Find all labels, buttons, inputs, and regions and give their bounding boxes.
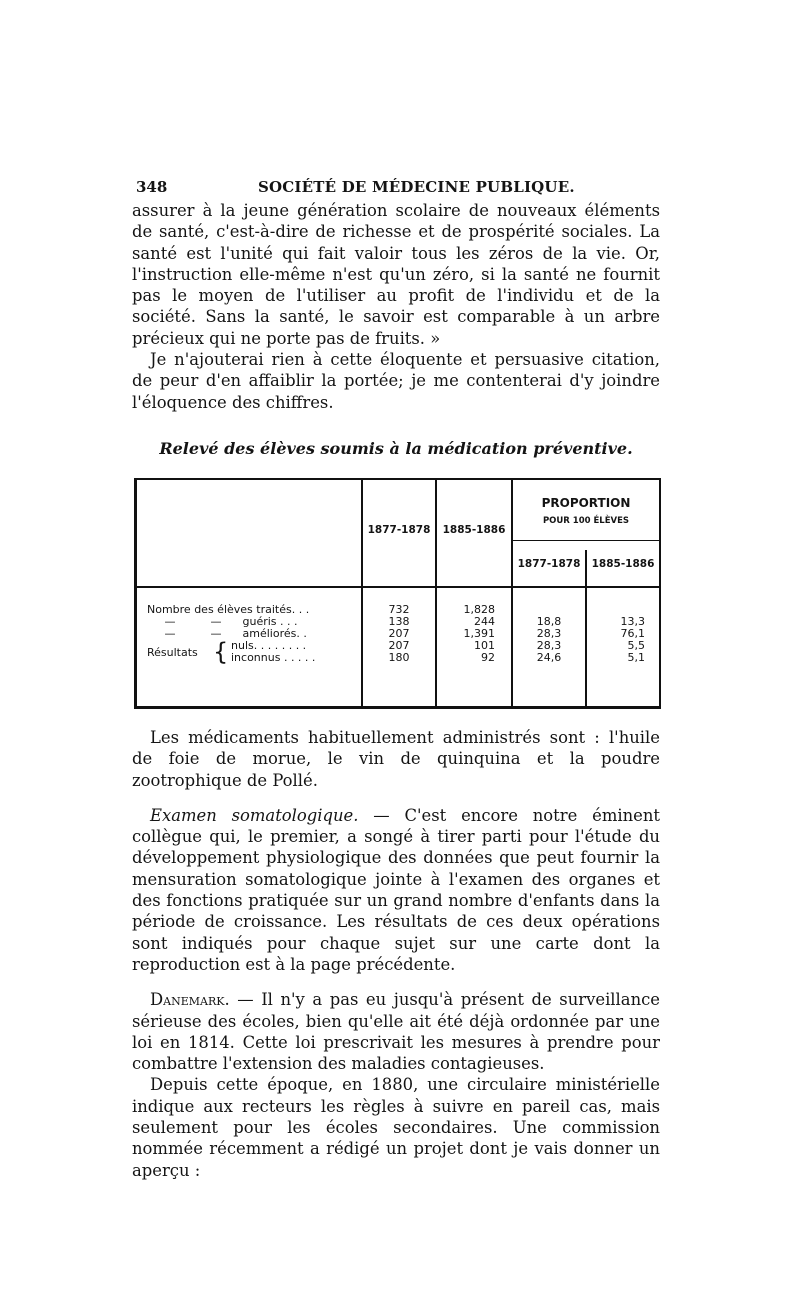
table-cell: 207 (388, 638, 410, 652)
header-proportion: PROPORTION (541, 495, 631, 510)
table-divider (361, 480, 363, 706)
row-label-nuls: nuls. . . . . . . . (231, 638, 307, 652)
table-cell: 244 (474, 614, 495, 628)
paragraph-danemark: Danemark. — Il n'y a pas eu jusqu'à présent de surveillance sérieuse des écoles, bien qu'elle ait été déjà ordonnée par une loi en 1814. Cette loi prescrivait les mesures à prendre pour combattre l'extension des maladies contagieuses. (132, 990, 660, 1074)
table-cell: 28,3 (536, 626, 562, 640)
row-label-ameliores: — — améliorés. . (164, 626, 307, 640)
statistics-table (134, 478, 661, 709)
row-label-inconnus: inconnus . . . . . (231, 650, 316, 664)
section-lead: Examen somatologique. (150, 805, 359, 825)
table-divider (435, 480, 437, 706)
running-title: SOCIÉTÉ DE MÉDECINE PUBLIQUE. (258, 178, 575, 196)
paragraph-medicaments: Les médicaments habituellement administrés sont : l'huile de foie de morue, le vin de quinquina et la poudre zootrophique de Pollé. (132, 727, 660, 790)
table-cell: 207 (388, 626, 410, 640)
row-label: Nombre des élèves traités. . . (147, 602, 310, 616)
table-cell: 180 (388, 650, 410, 664)
table-cell: 13,3 (620, 614, 645, 628)
table-cell: 76,1 (620, 626, 645, 640)
paragraph-transition: Je n'ajouterai rien à cette éloquente et persuasive citation, de peur d'en affaiblir la portée; je me contenterai d'y joindre l'éloquence des chiffres. (132, 350, 660, 412)
table-cell: 1,828 (463, 602, 495, 616)
table-cell: 101 (474, 638, 495, 652)
table-cell: 1,391 (463, 626, 495, 640)
column-prop-1877 (513, 604, 585, 664)
paragraph-somatologique: Examen somatologique. — C'est encore notre éminent collègue qui, le premier, a songé à tirer parti pour l'étude du développement physiologique des données que peut fournir la mensuration somatologique jointe à l'examen des organes et des fonctions pratiquée sur un grand nombre d'enfants dans la période de croissance. Les résultats de ces deux opérations sont indiqués pour chaque sujet sur une carte dont la reproduction est à la page précédente. (132, 805, 660, 974)
table-header-rule (137, 586, 659, 588)
brace-glyph: { (213, 637, 229, 666)
column-1877 (363, 604, 435, 664)
row-label-gueris: — — guéris . . . (164, 614, 298, 628)
page-header (132, 178, 660, 200)
table-caption: Relevé des élèves soumis à la médication préventive. (159, 438, 633, 458)
header-per-100: POUR 100 ÉLÈVES (542, 515, 630, 526)
header-prop-1885: 1885-1886 (591, 557, 655, 570)
header-year-1877: 1877-1878 (367, 523, 431, 536)
table-cell: 24,6 (536, 650, 562, 664)
column-1885 (437, 604, 495, 664)
results-label: Résultats (147, 645, 198, 659)
header-year-1885: 1885-1886 (442, 523, 506, 536)
table-cell: 5,1 (627, 650, 645, 664)
paragraph-quote-end: assurer à la jeune génération scolaire de nouveaux éléments de santé, c'est-à-dire de richesse et de prospérité sociales. La santé est l'unité qui fait valoir tous les zéros de la vie. Or, l'instruction elle-même n'est qu'un zéro, si la santé ne fournit pas le moyen de l'utiliser au profit de l'individu et de la société. Sans la santé, le savoir est comparable à un arbre précieux qui ne porte pas de fruits. » (132, 201, 660, 348)
paragraph-circulaire: Depuis cette époque, en 1880, une circulaire ministérielle indique aux recteurs les règles à suivre en pareil cas, mais seulement pour les écoles secondaires. Une commission nommée récemment a rédigé un projet dont je vais donner un aperçu : (132, 1075, 660, 1180)
book-page (132, 178, 660, 1181)
header-prop-1877: 1877-1878 (517, 557, 581, 570)
section-lead: Danemark. (150, 990, 230, 1010)
table-cell: 92 (481, 650, 495, 664)
table-cell: 18,8 (536, 614, 562, 628)
column-prop-1885 (587, 604, 645, 664)
table-divider (511, 480, 513, 706)
table-cell: 138 (388, 614, 410, 628)
table-cell: 28,3 (536, 638, 562, 652)
table-cell: 5,5 (627, 638, 645, 652)
proportion-rule (513, 540, 659, 541)
table-cell: 732 (388, 602, 410, 616)
page-number: 348 (136, 178, 168, 196)
